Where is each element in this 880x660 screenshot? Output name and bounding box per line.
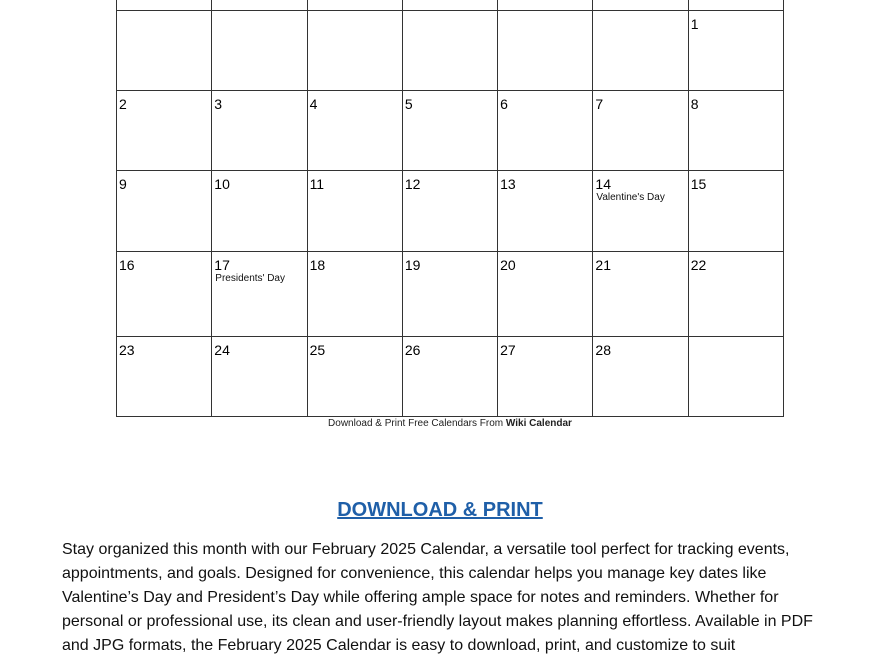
calendar-day-cell bbox=[688, 336, 783, 416]
weekday-header bbox=[117, 0, 212, 11]
weekday-header-row bbox=[117, 0, 784, 11]
calendar-day-cell bbox=[402, 336, 497, 416]
day-number: 7 bbox=[595, 96, 604, 113]
calendar-day-cell bbox=[688, 11, 783, 91]
weekday-header bbox=[593, 0, 688, 11]
calendar-day-cell bbox=[212, 251, 307, 336]
day-number: 13 bbox=[500, 176, 516, 193]
calendar-day-cell bbox=[593, 251, 688, 336]
calendar-week-row bbox=[117, 171, 784, 251]
calendar-day-cell bbox=[212, 91, 307, 171]
calendar-day-cell bbox=[498, 171, 593, 251]
calendar-day-cell bbox=[307, 171, 402, 251]
day-number: 15 bbox=[690, 176, 707, 193]
day-number: 10 bbox=[214, 176, 230, 193]
calendar-day-cell bbox=[117, 336, 212, 416]
day-number: 6 bbox=[500, 96, 508, 113]
calendar-day-cell bbox=[117, 91, 212, 171]
calendar-day-cell bbox=[117, 11, 212, 91]
calendar-week-row bbox=[117, 11, 784, 91]
calendar-day-cell bbox=[593, 91, 688, 171]
calendar-day-cell bbox=[212, 336, 307, 416]
day-number: 28 bbox=[595, 341, 611, 358]
day-number bbox=[212, 11, 306, 17]
calendar-week-row bbox=[117, 336, 784, 416]
calendar-day-cell bbox=[212, 171, 307, 251]
day-number bbox=[689, 337, 783, 343]
weekday-header bbox=[498, 0, 593, 11]
day-number: 1 bbox=[690, 16, 699, 32]
day-number: 9 bbox=[119, 176, 127, 193]
calendar-week-row bbox=[117, 91, 784, 171]
calendar-day-cell bbox=[117, 251, 212, 336]
calendar-day-cell bbox=[593, 336, 688, 416]
calendar-description: Stay organized this month with our February 2025 Calendar, a versatile tool perfect for tracking events, appointments, and goals. Designed for convenience, this calendar helps you manage key dates like Valentine’s Day and President’s Day while offering ample space for notes and reminders. Whether for personal or professional use, its clean and user-friendly layout makes planning effortless. Available in PDF and JPG formats, the February 2025 Calendar is easy to download, print, and customize to suit bbox=[62, 541, 813, 654]
day-number: 20 bbox=[500, 256, 516, 273]
calendar-day-cell bbox=[498, 336, 593, 416]
day-number: 23 bbox=[119, 341, 135, 358]
calendar-day-cell bbox=[307, 336, 402, 416]
weekday-header bbox=[307, 0, 402, 11]
day-number: 4 bbox=[309, 96, 318, 113]
day-number: 3 bbox=[214, 96, 223, 113]
day-number: 18 bbox=[309, 256, 326, 273]
calendar-day-cell bbox=[688, 251, 783, 336]
day-number bbox=[498, 11, 592, 17]
day-number bbox=[117, 11, 211, 17]
download-print-link[interactable]: DOWNLOAD & PRINT bbox=[337, 499, 543, 521]
day-number: 25 bbox=[309, 341, 326, 358]
calendar-day-cell bbox=[307, 91, 402, 171]
day-number: 14 bbox=[595, 176, 611, 193]
february-2025-calendar bbox=[116, 0, 784, 417]
calendar-day-cell bbox=[402, 251, 497, 336]
day-number: 24 bbox=[214, 341, 230, 358]
calendar-day-cell bbox=[593, 171, 688, 251]
day-number: 12 bbox=[404, 176, 421, 193]
footer-brand-link[interactable]: Wiki Calendar bbox=[505, 418, 572, 429]
day-number: 16 bbox=[119, 256, 135, 273]
holiday-label: Valentine's Day bbox=[596, 192, 665, 204]
day-number: 27 bbox=[500, 341, 516, 358]
day-number: 2 bbox=[119, 96, 127, 113]
holiday-label: Presidents' Day bbox=[215, 272, 285, 284]
day-number: 26 bbox=[404, 341, 421, 358]
calendar-day-cell bbox=[307, 11, 402, 91]
calendar-day-cell bbox=[307, 251, 402, 336]
calendar-day-cell bbox=[117, 171, 212, 251]
calendar-day-cell bbox=[688, 171, 783, 251]
day-number bbox=[308, 11, 402, 17]
calendar-week-row bbox=[117, 251, 784, 336]
calendar-day-cell bbox=[402, 171, 497, 251]
calendar-day-cell bbox=[498, 251, 593, 336]
footer-text: Download & Print Free Calendars From bbox=[328, 418, 506, 429]
day-number: 21 bbox=[595, 256, 611, 273]
day-number: 19 bbox=[404, 256, 421, 273]
weekday-header bbox=[688, 0, 783, 11]
calendar-day-cell bbox=[212, 11, 307, 91]
calendar-day-cell bbox=[402, 11, 497, 91]
calendar-day-cell bbox=[593, 11, 688, 91]
day-number: 22 bbox=[690, 256, 707, 273]
calendar-day-cell bbox=[688, 91, 783, 171]
calendar-day-cell bbox=[402, 91, 497, 171]
day-number bbox=[593, 11, 687, 17]
calendar-day-cell bbox=[498, 11, 593, 91]
day-number: 17 bbox=[214, 256, 230, 273]
calendar-footer-note bbox=[116, 417, 784, 431]
weekday-header bbox=[212, 0, 307, 11]
weekday-header bbox=[402, 0, 497, 11]
day-number: 8 bbox=[690, 96, 699, 113]
day-number bbox=[403, 11, 497, 17]
calendar-day-cell bbox=[498, 91, 593, 171]
day-number: 5 bbox=[404, 96, 413, 113]
day-number: 11 bbox=[309, 176, 325, 193]
